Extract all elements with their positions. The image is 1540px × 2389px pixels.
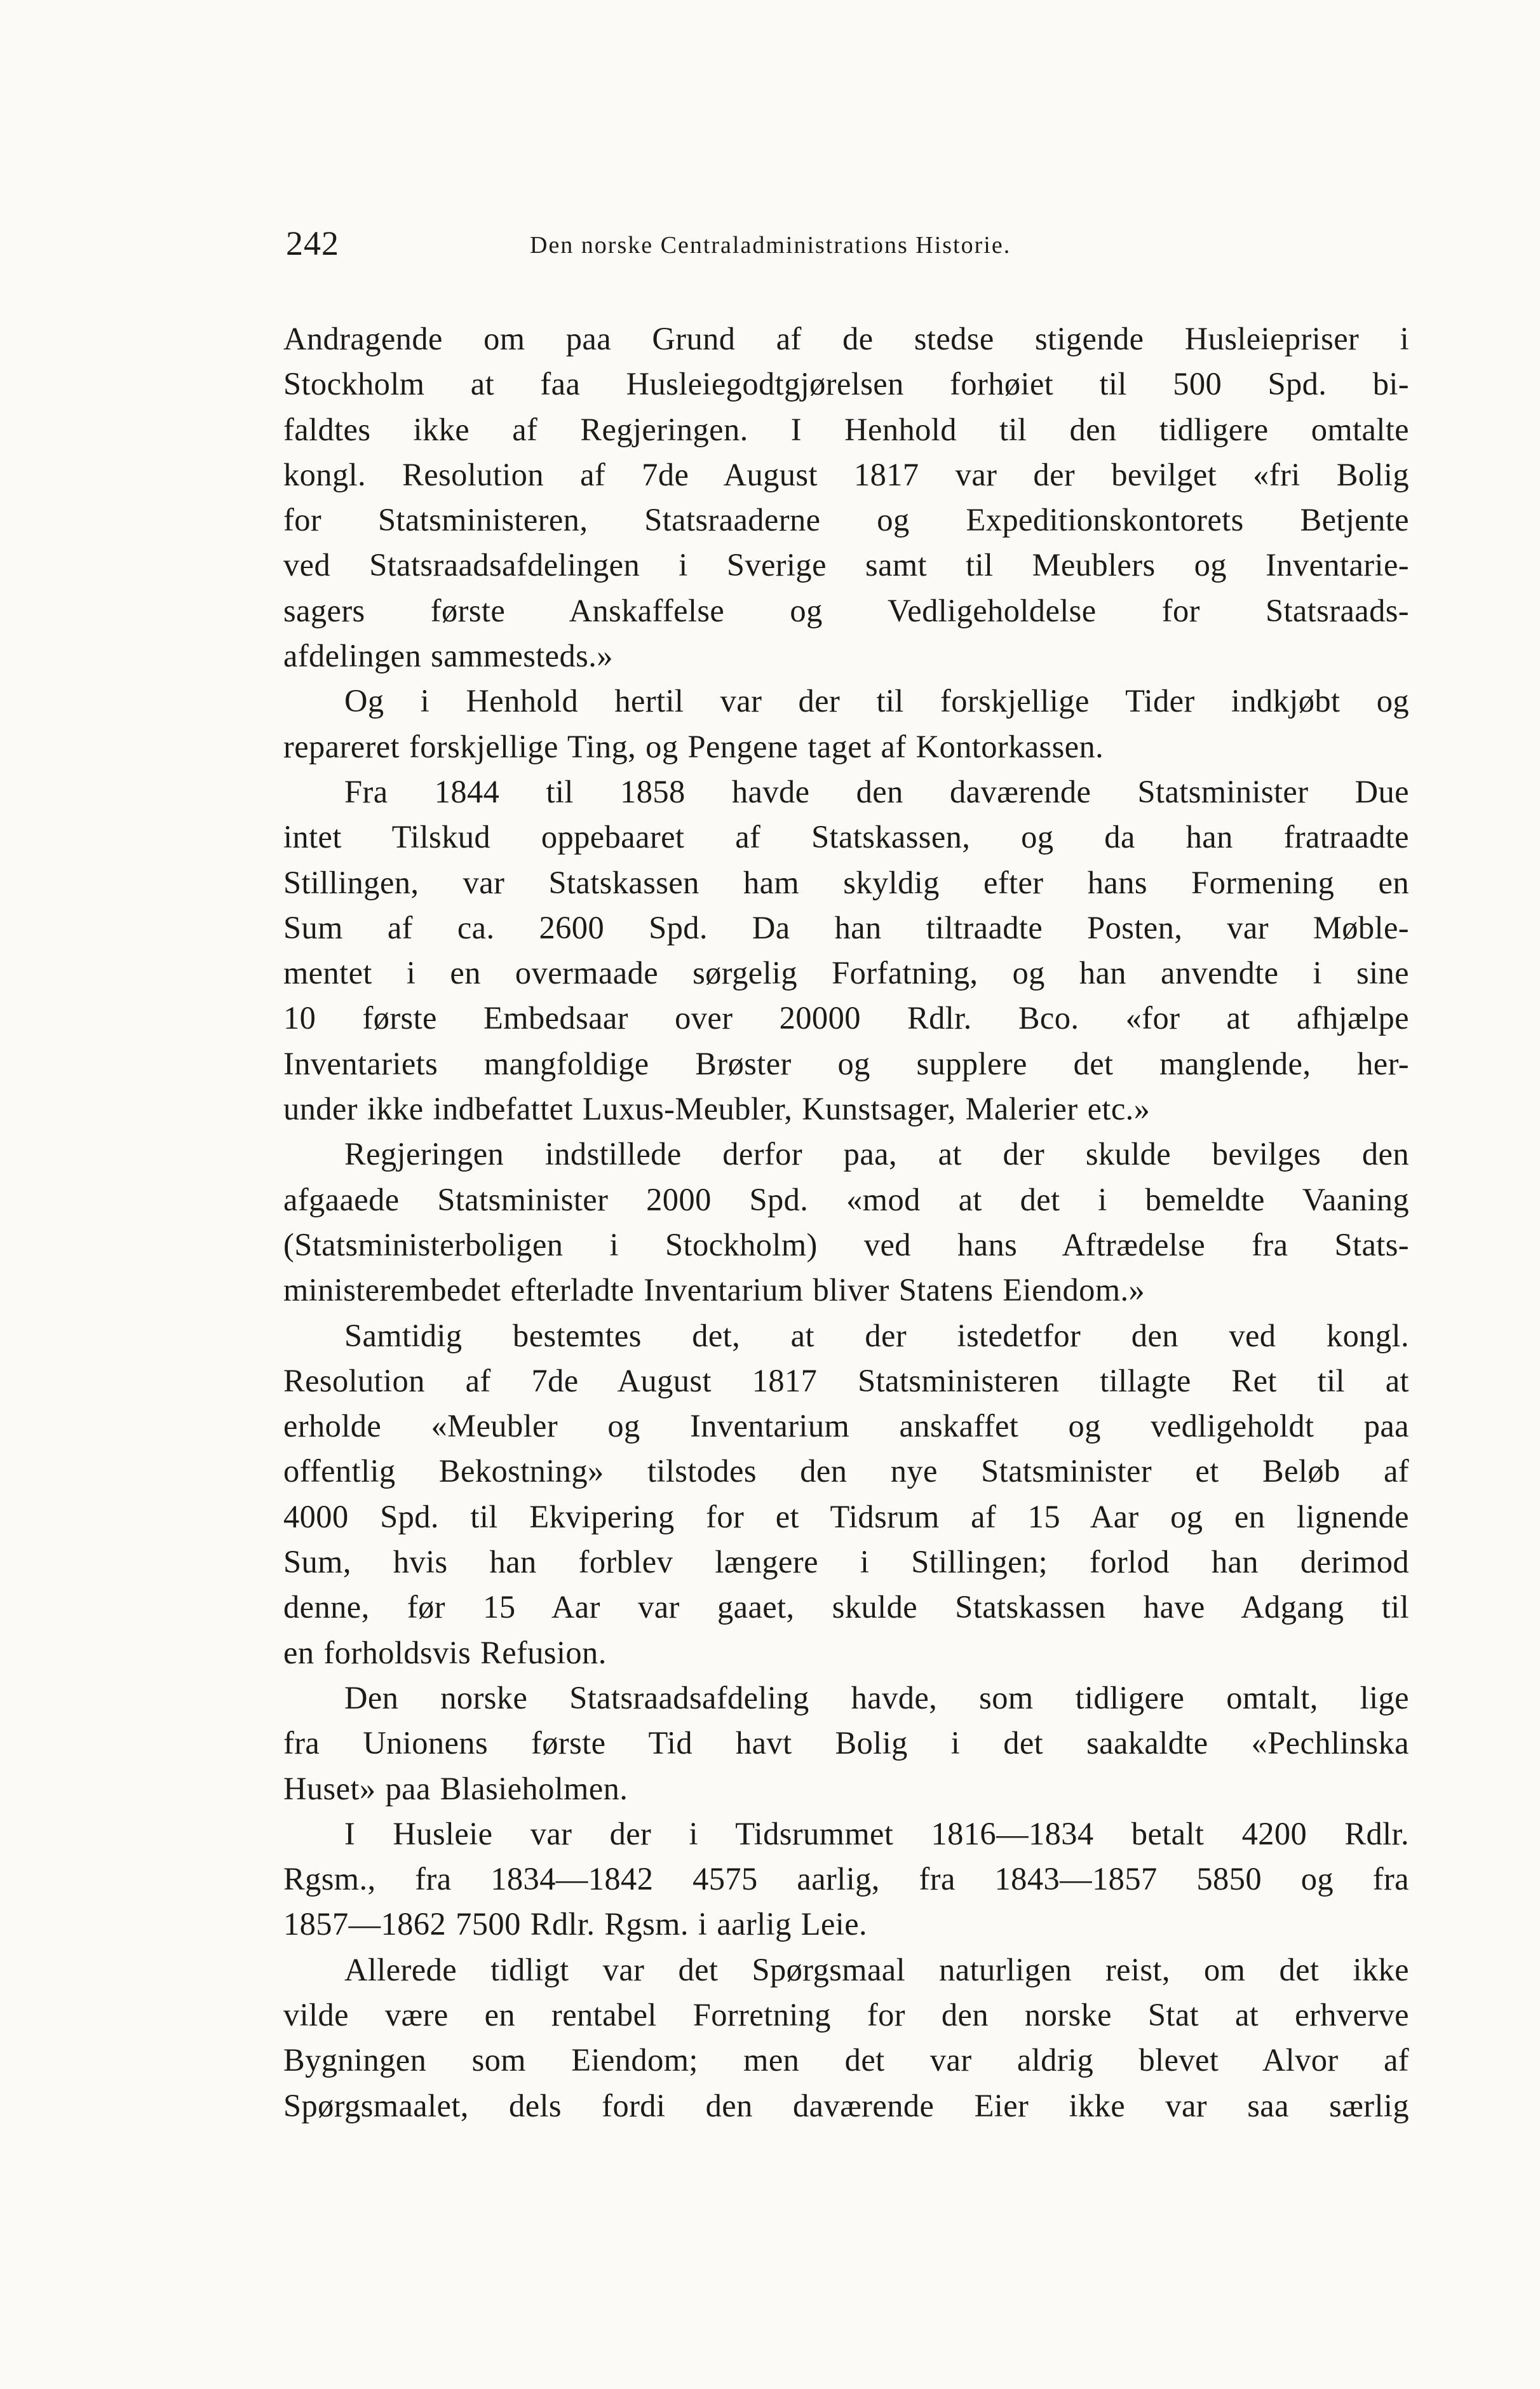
text-line: I Husleie var der i Tidsrummet 1816—1834 betalt 4200 Rdlr. (344, 1815, 1409, 1851)
text-line: en forholdsvis Refusion. (283, 1634, 607, 1670)
text-line: sagers første Anskaffelse og Vedligeholdelse for Statsraads- (283, 592, 1409, 628)
text-line: under ikke indbefattet Luxus-Meubler, Kunstsager, Malerier etc.» (283, 1091, 1151, 1127)
text-line: Samtidig bestemtes det, at der istedetfor den ved kongl. (344, 1317, 1409, 1353)
text-line: Bygningen som Eiendom; men det var aldrig blevet Alvor af (283, 2042, 1409, 2078)
text-line: Rgsm., fra 1834—1842 4575 aarlig, fra 1843—1857 5850 og fra (283, 1861, 1409, 1897)
text-line: denne, før 15 Aar var gaaet, skulde Statskassen have Adgang til (283, 1589, 1409, 1625)
running-head-title: Den norske Centraladministrations Historie. (530, 232, 1011, 259)
text-line: Sum af ca. 2600 Spd. Da han tiltraadte Posten, var Møble- (283, 909, 1409, 945)
text-line: faldtes ikke af Regjeringen. I Henhold til den tidligere omtalte (283, 411, 1409, 447)
text-line: Sum, hvis han forblev længere i Stillingen; forlod han derimod (283, 1544, 1409, 1580)
text-line: intet Tilskud oppebaaret af Statskassen, og da han fratraadte (283, 819, 1409, 855)
text-line: repareret forskjellige Ting, og Pengene taget af Kontorkassen. (283, 728, 1104, 764)
text-line: 10 første Embedsaar over 20000 Rdlr. Bco. «for at afhjælpe (283, 1000, 1409, 1036)
page-number: 242 (286, 224, 339, 262)
text-line: afgaaede Statsminister 2000 Spd. «mod at det i bemeldte Vaaning (283, 1181, 1409, 1217)
body-text (283, 316, 1409, 2128)
text-line: Andragende om paa Grund af de stedse stigende Husleiepriser i (283, 321, 1409, 356)
text-line: afdelingen sammesteds.» (283, 638, 613, 674)
text-line: Og i Henhold hertil var der til forskjellige Tider indkjøbt og (344, 683, 1409, 719)
text-line: vilde være en rentabel Forretning for den norske Stat at erhverve (283, 1996, 1409, 2033)
text-line: mentet i en overmaade sørgelig Forfatning, og han anvendte i sine (283, 955, 1409, 991)
text-line: fra Unionens første Tid havt Bolig i det saakaldte «Pechlinska (283, 1725, 1409, 1761)
text-line: Huset» paa Blasieholmen. (283, 1770, 628, 1806)
text-line: Den norske Statsraadsafdeling havde, som tidligere omtalt, lige (344, 1679, 1409, 1716)
text-line: erholde «Meubler og Inventarium anskaffet og vedligeholdt paa (283, 1408, 1409, 1444)
text-line: (Statsministerboligen i Stockholm) ved hans Aftrædelse fra Stats- (283, 1226, 1409, 1262)
text-line: ministerembedet efterladte Inventarium bliver Statens Eiendom.» (283, 1272, 1145, 1308)
text-line: Regjeringen indstillede derfor paa, at der skulde bevilges den (344, 1136, 1409, 1172)
text-line: kongl. Resolution af 7de August 1817 var der bevilget «fri Bolig (283, 456, 1409, 492)
text-line: Inventariets mangfoldige Brøster og supplere det manglende, her- (283, 1045, 1409, 1081)
text-line: offentlig Bekostning» tilstodes den nye Statsminister et Beløb af (283, 1453, 1409, 1489)
text-line: Stockholm at faa Husleiegodtgjørelsen forhøiet til 500 Spd. bi- (283, 366, 1409, 402)
text-line: Fra 1844 til 1858 havde den daværende Statsminister Due (344, 773, 1409, 809)
text-line: Resolution af 7de August 1817 Statsministeren tillagte Ret til at (283, 1362, 1409, 1398)
text-line: Allerede tidligt var det Spørgsmaal naturligen reist, om det ikke (344, 1951, 1409, 1987)
text-line: Spørgsmaalet, dels fordi den daværende Eier ikke var saa særlig (283, 2087, 1409, 2123)
running-head (283, 224, 1409, 269)
book-page (283, 224, 1409, 2128)
text-line: ved Statsraadsafdelingen i Sverige samt til Meublers og Inventarie- (283, 547, 1409, 583)
text-line: 1857—1862 7500 Rdlr. Rgsm. i aarlig Leie. (283, 1906, 868, 1942)
text-line: Stillingen, var Statskassen ham skyldig efter hans Formening en (283, 864, 1409, 900)
text-line: 4000 Spd. til Ekvipering for et Tidsrum af 15 Aar og en lignende (283, 1498, 1409, 1534)
text-line: for Statsministeren, Statsraaderne og Expeditionskontorets Betjente (283, 502, 1409, 538)
